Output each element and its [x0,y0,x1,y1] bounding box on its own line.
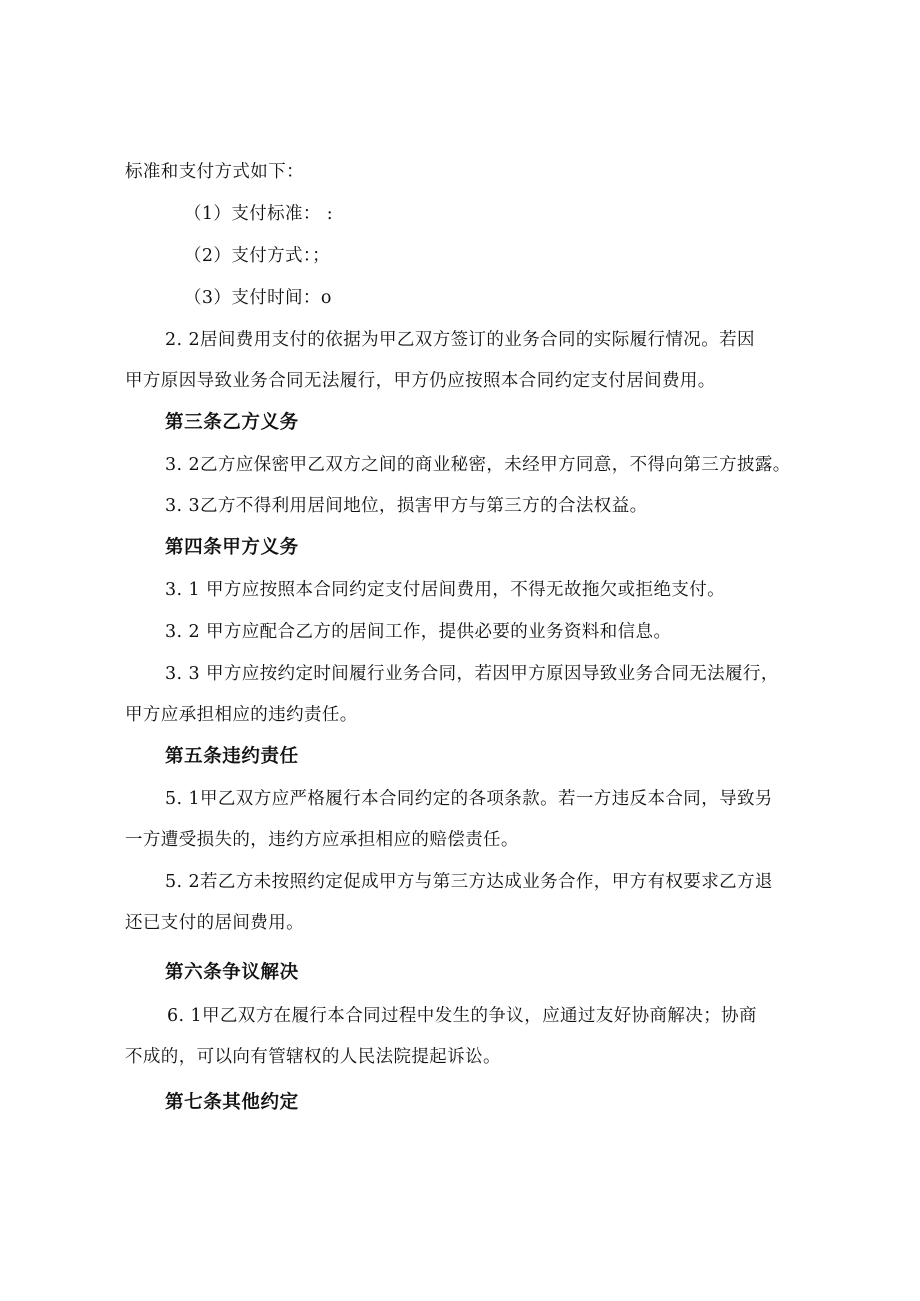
clause-3-1-obligation-a: 3. 1 甲方应按照本合同约定支付居间费用，不得无故拖欠或拒绝支付。 [165,580,726,600]
article-6-heading: 第六条争议解决 [165,962,299,983]
payment-method: （2）支付方式：； [184,246,330,266]
clause-3-3-obligation-b: 3. 3乙方不得利用居间地位，损害甲方与第三方的合法权益。 [165,496,648,516]
clause-5-2-line-1: 5. 2若乙方未按照约定促成甲方与第三方达成业务合作，甲方有权要求乙方退 [165,872,773,892]
payment-time: （3）支付时间：o [184,288,332,308]
clause-3-3-line-1: 3. 3 甲方应按约定时间履行业务合同，若因甲方原因导致业务合同无法履行， [165,664,779,684]
article-5-heading: 第五条违约责任 [165,746,299,767]
clause-6-1-line-2: 不成的，可以向有管辖权的人民法院提起诉讼。 [125,1047,501,1067]
payment-standard: （1）支付标准： : [184,204,334,224]
clause-3-2-obligation-b: 3. 2乙方应保密甲乙双方之间的商业秘密，未经甲方同意，不得向第三方披露。 [165,455,791,475]
clause-5-1-line-2: 一方遭受损失的，违约方应承担相应的赔偿责任。 [125,830,519,850]
intro-text: 标准和支付方式如下： [125,162,304,182]
article-3-heading: 第三条乙方义务 [165,412,299,433]
clause-3-2-obligation-a: 3. 2 甲方应配合乙方的居间工作，提供必要的业务资料和信息。 [165,622,672,642]
clause-3-3-line-2: 甲方应承担相应的违约责任。 [125,705,358,725]
clause-2-2-line-1: 2. 2居间费用支付的依据为甲乙双方签订的业务合同的实际履行情况。若因 [165,330,755,350]
clause-6-1-line-1: 6. 1甲乙双方在履行本合同过程中发生的争议，应通过友好协商解决；协商 [167,1006,757,1026]
article-4-heading: 第四条甲方义务 [165,537,299,558]
article-7-heading: 第七条其他约定 [165,1092,299,1113]
clause-5-2-line-2: 还已支付的居间费用。 [125,913,304,933]
clause-5-1-line-1: 5. 1甲乙双方应严格履行本合同约定的各项条款。若一方违反本合同，导致另 [165,789,773,809]
clause-2-2-line-2: 甲方原因导致业务合同无法履行，甲方仍应按照本合同约定支付居间费用。 [125,371,716,391]
